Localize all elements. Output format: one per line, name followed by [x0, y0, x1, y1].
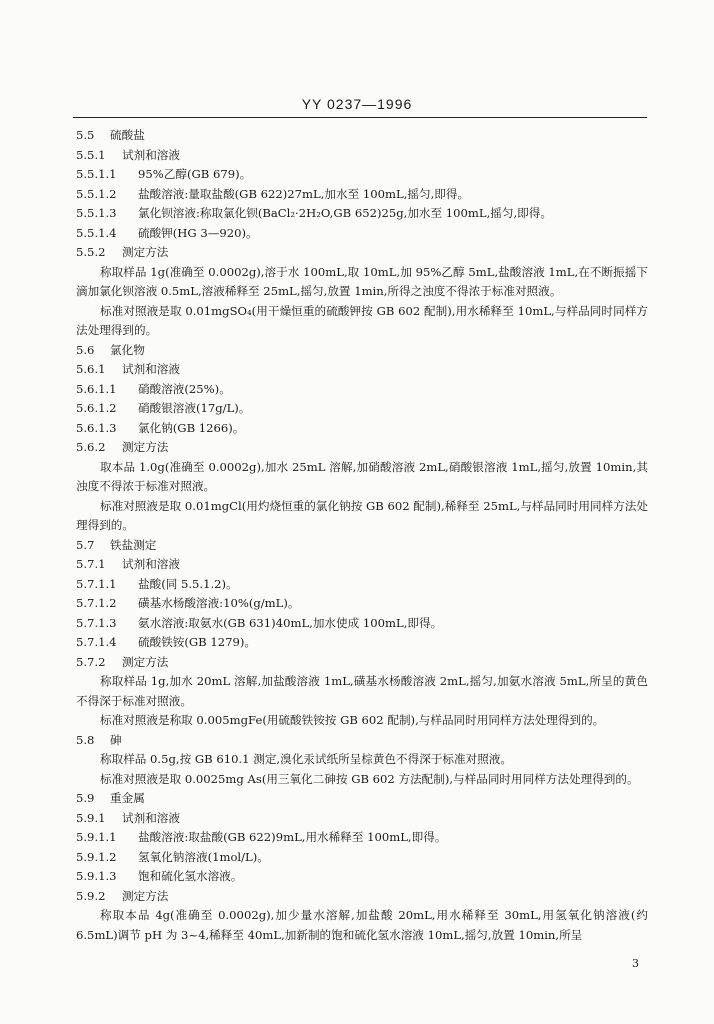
list-item: 5.5.1.4 硫酸钾(HG 3—920)。 [76, 225, 258, 240]
paragraph: 标准对照液是取 0.0025mg As(用三氧化二砷按 GB 602 方法配制),与样品同时用同样方法处理得到的。 [100, 771, 639, 786]
subsection-heading: 5.7.1 试剂和溶液 [76, 557, 180, 571]
header-rule [73, 117, 647, 118]
subsection-heading: 5.6.1 试剂和溶液 [76, 362, 180, 376]
paragraph: 称取样品 1g,加水 20mL 溶解,加盐酸溶液 1mL,磺基水杨酸溶液 2mL,摇匀,加氨水溶液 5mL,所呈的黄色不得深于标准对照液。 [76, 674, 648, 708]
subsection-heading: 5.5.2 测定方法 [76, 245, 169, 259]
paragraph: 称取本品 4g(准确至 0.0002g),加少量水溶解,加盐酸 20mL,用水稀释至 30mL,用氢氧化钠溶液(约 6.5mL)调节 pH 为 3~4,稀释至 40mL,加新制的饱和硫化氢水溶液 10mL,摇匀,放置 10min,所呈 [76, 908, 648, 942]
paragraph: 标准对照液是称取 0.005mgFe(用硫酸铁铵按 GB 602 配制),与样品同时用同样方法处理得到的。 [100, 713, 605, 727]
list-item: 5.7.1.2 磺基水杨酸溶液:10%(g/mL)。 [76, 596, 300, 610]
subsection-heading: 5.9.2 测定方法 [76, 888, 169, 903]
list-item: 5.5.1.2 盐酸溶液:量取盐酸(GB 622)27mL,加水至 100mL,摇匀,即得。 [76, 186, 470, 201]
list-item: 5.9.1.3 饱和硫化氢水溶液。 [76, 869, 243, 883]
list-item: 5.6.1.2 硝酸银溶液(17g/L)。 [76, 401, 251, 415]
subsection-heading: 5.6.2 测定方法 [76, 440, 169, 454]
list-item: 5.9.1.2 氢氧化钠溶液(1mol/L)。 [76, 849, 269, 864]
document-body [76, 126, 648, 945]
list-item: 5.7.1.3 氨水溶液:取氨水(GB 631)40mL,加水使成 100mL,即得。 [76, 615, 443, 630]
page-number: 3 [632, 957, 639, 970]
list-item: 5.6.1.3 氯化钠(GB 1266)。 [76, 420, 245, 435]
list-item: 5.5.1.3 氯化钡溶液:称取氯化钡(BaCl₂·2H₂O,GB 652)25g,加水至 100mL,摇匀,即得。 [76, 206, 552, 220]
list-item: 5.7.1.4 硫酸铁铵(GB 1279)。 [76, 635, 256, 649]
paragraph: 标准对照液是取 0.01mgCl(用灼烧恒重的氯化钠按 GB 602 配制),稀释至 25mL,与样品同时用同样方法处理得到的。 [76, 498, 648, 532]
paragraph: 标准对照液是取 0.01mgSO₄(用干燥恒重的硫酸钾按 GB 602 配制),用水稀释至 10mL,与样品同时同样方法处理得到的。 [76, 303, 648, 337]
section-heading: 5.7 铁盐测定 [76, 537, 157, 552]
paragraph: 称取样品 1g(准确至 0.0002g),溶于水 100mL,取 10mL,加 95%乙醇 5mL,盐酸溶液 1mL,在不断振摇下滴加氯化钡溶液 0.5mL,溶液稀释至 25mL,摇匀,放置 1min,所得之浊度不得浓于标准对照液。 [76, 264, 648, 298]
subsection-heading: 5.5.1 试剂和溶液 [76, 147, 180, 162]
subsection-heading: 5.7.2 测定方法 [76, 654, 169, 669]
section-heading: 5.8 砷 [76, 732, 122, 747]
section-heading: 5.5 硫酸盐 [76, 128, 145, 142]
list-item: 5.9.1.1 盐酸溶液:取盐酸(GB 622)9mL,用水稀释至 100mL,即得。 [76, 830, 447, 844]
list-item: 5.5.1.1 95%乙醇(GB 679)。 [76, 167, 252, 181]
list-item: 5.7.1.1 盐酸(同 5.5.1.2)。 [76, 576, 238, 591]
section-heading: 5.6 氯化物 [76, 342, 145, 357]
paragraph: 称取样品 0.5g,按 GB 610.1 测定,溴化汞试纸所呈棕黄色不得深于标准对照液。 [100, 752, 512, 766]
section-heading: 5.9 重金属 [76, 791, 145, 805]
subsection-heading: 5.9.1 试剂和溶液 [76, 810, 180, 825]
paragraph: 取本品 1.0g(准确至 0.0002g),加水 25mL 溶解,加硝酸溶液 2mL,硝酸银溶液 1mL,摇匀,放置 10min,其浊度不得浓于标准对照液。 [76, 459, 648, 493]
page-header: YY 0237—1996 [301, 96, 413, 112]
list-item: 5.6.1.1 硝酸溶液(25%)。 [76, 381, 231, 396]
